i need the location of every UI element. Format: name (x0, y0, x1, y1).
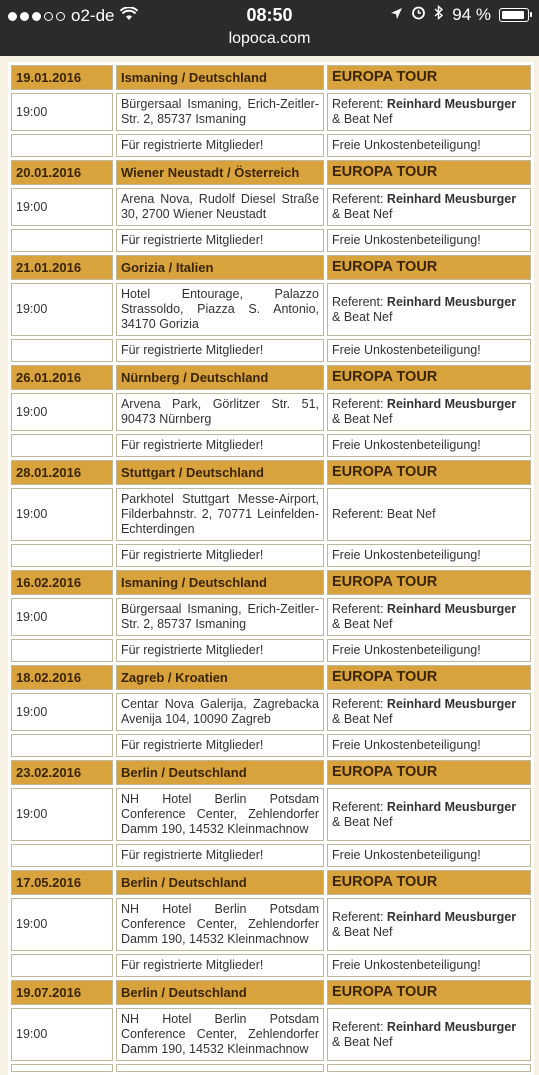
event-note-row (11, 954, 531, 977)
event-detail-row (11, 488, 531, 541)
event-location: Ismaning / Deutschland (116, 65, 324, 90)
referent-label: Referent: (332, 192, 384, 206)
event-date: 17.05.2016 (11, 870, 113, 895)
event-time: 19:00 (11, 898, 113, 951)
event-note-empty (11, 1064, 113, 1072)
event-note-row (11, 134, 531, 157)
event-members-note: Für registrierte Mitglieder! (116, 434, 324, 457)
referent-label: Referent: (332, 602, 384, 616)
event-referent (327, 93, 531, 131)
event-location: Berlin / Deutschland (116, 870, 324, 895)
event-date: 26.01.2016 (11, 365, 113, 390)
event-detail-row (11, 188, 531, 226)
event-note-row (11, 544, 531, 567)
event-time: 19:00 (11, 693, 113, 731)
event-cost-note (327, 1064, 531, 1072)
event-tour-name: EUROPA TOUR (327, 980, 531, 1005)
event-note-empty (11, 544, 113, 567)
event-cost-note: Freie Unkostenbeteiligung! (327, 229, 531, 252)
alarm-icon (411, 5, 426, 25)
referent-label: Referent: (332, 909, 384, 924)
event-location: Wiener Neustadt / Österreich (116, 160, 324, 185)
referent-label: Referent: (332, 799, 384, 814)
event-tour-name: EUROPA TOUR (327, 365, 531, 390)
event-note-empty (11, 639, 113, 662)
address-bar-url[interactable]: lopoca.com (228, 30, 311, 47)
event-detail-row (11, 93, 531, 131)
referent-label: Referent: (332, 97, 384, 111)
referent-rest: & Beat Nef (332, 617, 393, 631)
event-tour-name: EUROPA TOUR (327, 760, 531, 785)
event-cost-note: Freie Unkostenbeteiligung! (327, 434, 531, 457)
event-note-row (11, 229, 531, 252)
event-referent (327, 1008, 531, 1061)
event-note-empty (11, 434, 113, 457)
event-address: NH Hotel Berlin Potsdam Conference Center, Zehlendorfer Damm 190, 14532 Kleinmachnow (116, 898, 324, 951)
event-note-row (11, 434, 531, 457)
event-referent (327, 598, 531, 636)
referent-rest: & Beat Nef (332, 924, 393, 939)
referent-main: Reinhard Meusburger (386, 909, 517, 924)
event-note-row (11, 734, 531, 757)
event-date: 19.07.2016 (11, 980, 113, 1005)
event-date: 28.01.2016 (11, 460, 113, 485)
event-tour-name: EUROPA TOUR (327, 160, 531, 185)
event-detail-row (11, 1008, 531, 1061)
referent-label: Referent: (332, 697, 384, 711)
event-note-row (11, 844, 531, 867)
event-address: Arvena Park, Görlitzer Str. 51, 90473 Nürnberg (116, 393, 324, 431)
event-address: Parkhotel Stuttgart Messe-Airport, Filderbahnstr. 2, 70771 Leinfelden-Echterdingen (116, 488, 324, 541)
event-tour-name: EUROPA TOUR (327, 870, 531, 895)
event-address: Bürgersaal Ismaning, Erich-Zeitler-Str. 2, 85737 Ismaning (116, 93, 324, 131)
referent-label: Referent: (332, 397, 384, 411)
events-container (8, 62, 534, 1075)
event-time: 19:00 (11, 598, 113, 636)
event-time: 19:00 (11, 93, 113, 131)
event-date: 19.01.2016 (11, 65, 113, 90)
referent-main: Reinhard Meusburger (386, 294, 517, 309)
event-members-note: Für registrierte Mitglieder! (116, 229, 324, 252)
event-cost-note: Freie Unkostenbeteiligung! (327, 544, 531, 567)
event-referent (327, 188, 531, 226)
event-address: Centar Nova Galerija, Zagrebacka Avenija 104, 10090 Zagreb (116, 693, 324, 731)
event-members-note: Für registrierte Mitglieder! (116, 844, 324, 867)
event-referent (327, 393, 531, 431)
referent-rest: & Beat Nef (332, 412, 393, 426)
event-detail-row (11, 598, 531, 636)
event-location: Berlin / Deutschland (116, 760, 324, 785)
event-tour-name: EUROPA TOUR (327, 570, 531, 595)
event-header-row (11, 160, 531, 185)
event-detail-row (11, 898, 531, 951)
event-date: 18.02.2016 (11, 665, 113, 690)
clock: 08:50 (246, 5, 293, 25)
referent-rest: & Beat Nef (332, 1034, 393, 1049)
event-header-row (11, 65, 531, 90)
referent-label: Referent: (332, 294, 384, 309)
referent-main: Reinhard Meusburger (386, 97, 517, 111)
event-members-note: Für registrierte Mitglieder! (116, 954, 324, 977)
event-referent (327, 488, 531, 541)
event-members-note (116, 1064, 324, 1072)
event-cost-note: Freie Unkostenbeteiligung! (327, 134, 531, 157)
carrier-label: o2-de (71, 6, 115, 25)
referent-rest: & Beat Nef (332, 712, 393, 726)
event-location: Berlin / Deutschland (116, 980, 324, 1005)
status-icons (390, 5, 529, 25)
event-header-row (11, 255, 531, 280)
status-bar (0, 0, 539, 56)
referent-rest: & Beat Nef (332, 309, 393, 324)
event-note-empty (11, 229, 113, 252)
event-header-row (11, 760, 531, 785)
event-cost-note: Freie Unkostenbeteiligung! (327, 339, 531, 362)
event-time: 19:00 (11, 283, 113, 336)
event-tour-name: EUROPA TOUR (327, 65, 531, 90)
event-time: 19:00 (11, 488, 113, 541)
event-header-row (11, 460, 531, 485)
event-note-empty (11, 339, 113, 362)
referent-main: Reinhard Meusburger (386, 397, 517, 411)
event-cost-note: Freie Unkostenbeteiligung! (327, 734, 531, 757)
event-date: 20.01.2016 (11, 160, 113, 185)
location-arrow-icon (390, 5, 403, 25)
event-header-row (11, 870, 531, 895)
event-referent (327, 898, 531, 951)
event-referent (327, 693, 531, 731)
event-note-empty (11, 134, 113, 157)
event-cost-note: Freie Unkostenbeteiligung! (327, 639, 531, 662)
event-detail-row (11, 393, 531, 431)
event-location: Nürnberg / Deutschland (116, 365, 324, 390)
event-location: Stuttgart / Deutschland (116, 460, 324, 485)
event-header-row (11, 665, 531, 690)
event-time: 19:00 (11, 788, 113, 841)
event-referent (327, 788, 531, 841)
referent-rest: & Beat Nef (332, 814, 393, 829)
event-note-empty (11, 844, 113, 867)
event-members-note: Für registrierte Mitglieder! (116, 544, 324, 567)
event-note-row (11, 339, 531, 362)
event-date: 16.02.2016 (11, 570, 113, 595)
event-date: 23.02.2016 (11, 760, 113, 785)
event-detail-row (11, 788, 531, 841)
event-note-row (11, 1064, 531, 1072)
referent-main: Reinhard Meusburger (386, 697, 517, 711)
event-tour-name: EUROPA TOUR (327, 255, 531, 280)
event-detail-row (11, 693, 531, 731)
event-address: NH Hotel Berlin Potsdam Conference Center, Zehlendorfer Damm 190, 14532 Kleinmachnow (116, 1008, 324, 1061)
event-note-empty (11, 734, 113, 757)
event-members-note: Für registrierte Mitglieder! (116, 134, 324, 157)
event-time: 19:00 (11, 188, 113, 226)
referent-rest: & Beat Nef (332, 112, 393, 126)
event-date: 21.01.2016 (11, 255, 113, 280)
event-members-note: Für registrierte Mitglieder! (116, 339, 324, 362)
event-address: Bürgersaal Ismaning, Erich-Zeitler-Str. 2, 85737 Ismaning (116, 598, 324, 636)
event-location: Zagreb / Kroatien (116, 665, 324, 690)
event-note-empty (11, 954, 113, 977)
event-cost-note: Freie Unkostenbeteiligung! (327, 844, 531, 867)
referent-main: Reinhard Meusburger (386, 1019, 517, 1034)
referent-label: Referent: Beat Nef (332, 507, 436, 521)
event-location: Gorizia / Italien (116, 255, 324, 280)
event-time: 19:00 (11, 393, 113, 431)
event-note-row (11, 639, 531, 662)
event-cost-note: Freie Unkostenbeteiligung! (327, 954, 531, 977)
event-address: NH Hotel Berlin Potsdam Conference Center, Zehlendorfer Damm 190, 14532 Kleinmachnow (116, 788, 324, 841)
event-address: Hotel Entourage, Palazzo Strassoldo, Piazza S. Antonio, 34170 Gorizia (116, 283, 324, 336)
event-header-row (11, 365, 531, 390)
referent-main: Reinhard Meusburger (386, 602, 517, 616)
event-address: Arena Nova, Rudolf Diesel Straße 30, 2700 Wiener Neustadt (116, 188, 324, 226)
event-members-note: Für registrierte Mitglieder! (116, 734, 324, 757)
referent-main: Reinhard Meusburger (386, 799, 517, 814)
events-table (8, 62, 534, 1075)
referent-label: Referent: (332, 1019, 384, 1034)
referent-rest: & Beat Nef (332, 207, 393, 221)
battery-icon (499, 8, 529, 22)
event-location: Ismaning / Deutschland (116, 570, 324, 595)
battery-percent: 94 % (452, 5, 491, 24)
event-tour-name: EUROPA TOUR (327, 665, 531, 690)
bluetooth-icon (434, 5, 444, 25)
referent-main: Reinhard Meusburger (386, 192, 517, 206)
event-time: 19:00 (11, 1008, 113, 1061)
event-tour-name: EUROPA TOUR (327, 460, 531, 485)
event-members-note: Für registrierte Mitglieder! (116, 639, 324, 662)
event-detail-row (11, 283, 531, 336)
event-header-row (11, 570, 531, 595)
event-header-row (11, 980, 531, 1005)
event-referent (327, 283, 531, 336)
